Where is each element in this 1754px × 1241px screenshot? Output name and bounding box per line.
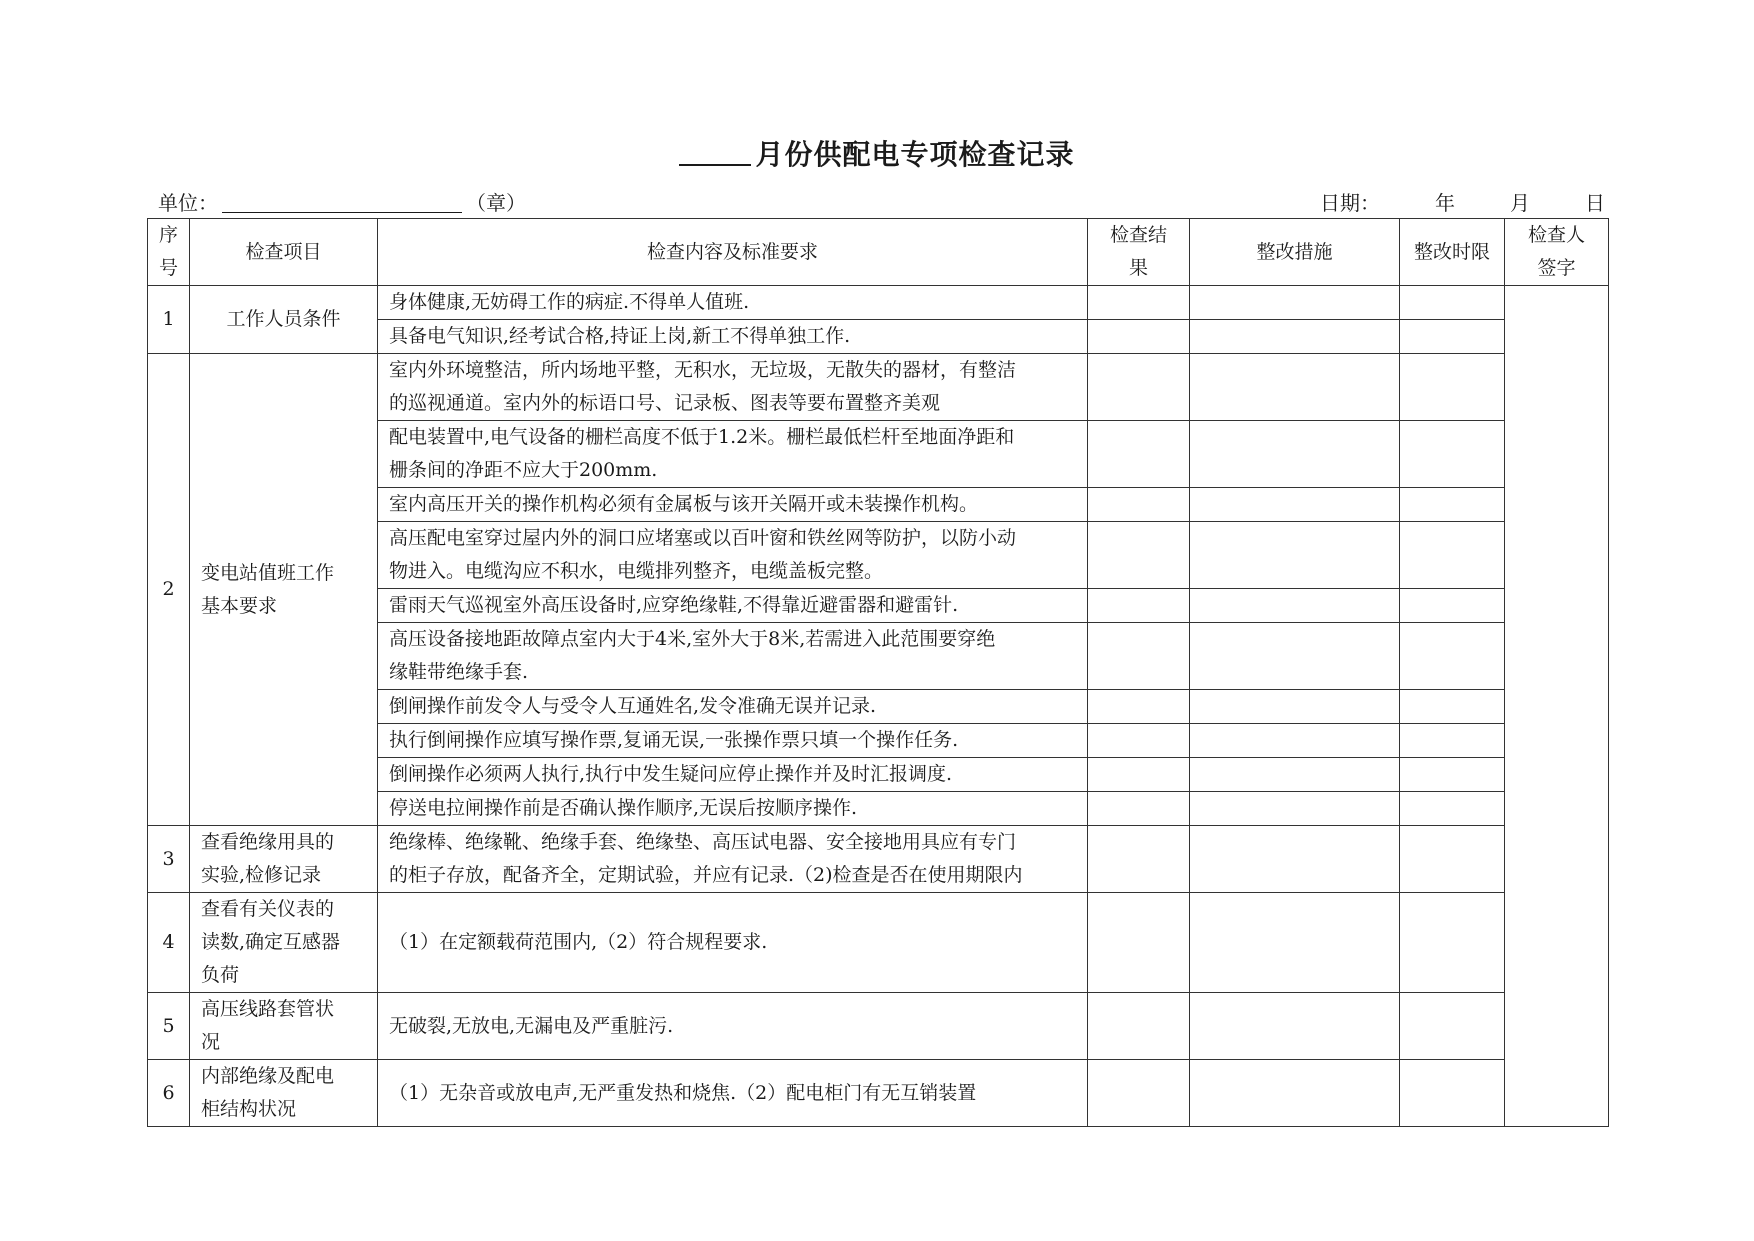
row-content: 绝缘棒、绝缘靴、绝缘手套、绝缘垫、高压试电器、安全接地用具应有专门 的柜子存放，配备齐全，定期试验，并应有记录.（2)检查是否在使用期限内: [378, 826, 1088, 893]
row-no: 2: [148, 354, 190, 826]
measures-cell[interactable]: [1190, 758, 1400, 792]
row-content: 高压设备接地距故障点室内大于4米,室外大于8米,若需进入此范围要穿绝 缘鞋带绝缘手套.: [378, 623, 1088, 690]
row-content: 执行倒闸操作应填写操作票,复诵无误,一张操作票只填一个操作任务.: [378, 724, 1088, 758]
result-cell[interactable]: [1088, 286, 1190, 320]
page-title: [0, 133, 1754, 173]
day-label: 日: [1585, 191, 1605, 215]
row-content: （1）在定额载荷范围内,（2）符合规程要求.: [378, 893, 1088, 993]
title-text: 月份供配电专项检查记录: [755, 138, 1075, 171]
deadline-cell[interactable]: [1400, 286, 1505, 320]
row-item: 查看绝缘用具的 实验,检修记录: [190, 826, 378, 893]
header-result: 检查结 果: [1088, 219, 1190, 286]
measures-cell[interactable]: [1190, 320, 1400, 354]
row-content: （1）无杂音或放电声,无严重发热和烧焦.（2）配电柜门有无互销装置: [378, 1060, 1088, 1127]
unit-field[interactable]: [222, 192, 462, 213]
date-label: 日期：: [1320, 191, 1380, 215]
result-cell[interactable]: [1088, 758, 1190, 792]
measures-cell[interactable]: [1190, 792, 1400, 826]
result-cell[interactable]: [1088, 826, 1190, 893]
table-row: [148, 354, 1609, 421]
deadline-cell[interactable]: [1400, 623, 1505, 690]
unit-label: 单位：: [158, 191, 218, 215]
measures-cell[interactable]: [1190, 522, 1400, 589]
row-no: 1: [148, 286, 190, 354]
table-row: [148, 893, 1609, 993]
deadline-cell[interactable]: [1400, 1060, 1505, 1127]
inspection-table: [147, 218, 1609, 1127]
month-blank: [679, 138, 751, 166]
measures-cell[interactable]: [1190, 690, 1400, 724]
row-content: 停送电拉闸操作前是否确认操作顺序,无误后按顺序操作.: [378, 792, 1088, 826]
measures-cell[interactable]: [1190, 893, 1400, 993]
header-item: 检查项目: [190, 219, 378, 286]
header-no: 序 号: [148, 219, 190, 286]
row-content: 倒闸操作必须两人执行,执行中发生疑问应停止操作并及时汇报调度.: [378, 758, 1088, 792]
deadline-cell[interactable]: [1400, 488, 1505, 522]
measures-cell[interactable]: [1190, 589, 1400, 623]
deadline-cell[interactable]: [1400, 993, 1505, 1060]
result-cell[interactable]: [1088, 354, 1190, 421]
row-no: 4: [148, 893, 190, 993]
row-content: 倒闸操作前发令人与受令人互通姓名,发令准确无误并记录.: [378, 690, 1088, 724]
result-cell[interactable]: [1088, 792, 1190, 826]
header-deadline: 整改时限: [1400, 219, 1505, 286]
measures-cell[interactable]: [1190, 993, 1400, 1060]
row-no: 3: [148, 826, 190, 893]
row-content: 室内高压开关的操作机构必须有金属板与该开关隔开或未装操作机构。: [378, 488, 1088, 522]
row-item: 查看有关仪表的 读数,确定互感器 负荷: [190, 893, 378, 993]
row-content: 配电装置中,电气设备的栅栏高度不低于1.2米。栅栏最低栏杆至地面净距和 栅条间的净距不应大于200mm.: [378, 421, 1088, 488]
table-row: [148, 826, 1609, 893]
deadline-cell[interactable]: [1400, 320, 1505, 354]
result-cell[interactable]: [1088, 893, 1190, 993]
row-item: 高压线路套管状 况: [190, 993, 378, 1060]
deadline-cell[interactable]: [1400, 421, 1505, 488]
deadline-cell[interactable]: [1400, 690, 1505, 724]
header-signer: 检查人 签字: [1505, 219, 1609, 286]
deadline-cell[interactable]: [1400, 826, 1505, 893]
deadline-cell[interactable]: [1400, 354, 1505, 421]
row-content: 室内外环境整洁，所内场地平整，无积水，无垃圾，无散失的器材，有整洁 的巡视通道。室内外的标语口号、记录板、图表等要布置整齐美观: [378, 354, 1088, 421]
deadline-cell[interactable]: [1400, 758, 1505, 792]
row-content: 具备电气知识,经考试合格,持证上岗,新工不得单独工作.: [378, 320, 1088, 354]
table-row: [148, 1060, 1609, 1127]
row-content: 无破裂,无放电,无漏电及严重脏污.: [378, 993, 1088, 1060]
deadline-cell[interactable]: [1400, 724, 1505, 758]
measures-cell[interactable]: [1190, 286, 1400, 320]
row-no: 5: [148, 993, 190, 1060]
deadline-cell[interactable]: [1400, 792, 1505, 826]
result-cell[interactable]: [1088, 320, 1190, 354]
row-content: 身体健康,无妨碍工作的病症.不得单人值班.: [378, 286, 1088, 320]
result-cell[interactable]: [1088, 589, 1190, 623]
year-label: 年: [1435, 191, 1455, 215]
row-item: 变电站值班工作 基本要求: [190, 354, 378, 826]
result-cell[interactable]: [1088, 993, 1190, 1060]
deadline-cell[interactable]: [1400, 893, 1505, 993]
measures-cell[interactable]: [1190, 1060, 1400, 1127]
table-row: [148, 993, 1609, 1060]
row-content: 雷雨天气巡视室外高压设备时,应穿绝缘鞋,不得靠近避雷器和避雷针.: [378, 589, 1088, 623]
header-content: 检查内容及标准要求: [378, 219, 1088, 286]
table-row: [148, 286, 1609, 320]
result-cell[interactable]: [1088, 690, 1190, 724]
measures-cell[interactable]: [1190, 724, 1400, 758]
result-cell[interactable]: [1088, 488, 1190, 522]
measures-cell[interactable]: [1190, 421, 1400, 488]
row-content: 高压配电室穿过屋内外的洞口应堵塞或以百叶窗和铁丝网等防护，以防小动 物进入。电缆沟应不积水，电缆排列整齐，电缆盖板完整。: [378, 522, 1088, 589]
row-item: 工作人员条件: [190, 286, 378, 354]
month-label: 月: [1510, 191, 1530, 215]
seal-label: （章）: [466, 191, 526, 215]
signer-cell[interactable]: [1505, 286, 1609, 1127]
measures-cell[interactable]: [1190, 623, 1400, 690]
result-cell[interactable]: [1088, 623, 1190, 690]
measures-cell[interactable]: [1190, 488, 1400, 522]
row-no: 6: [148, 1060, 190, 1127]
measures-cell[interactable]: [1190, 826, 1400, 893]
measures-cell[interactable]: [1190, 354, 1400, 421]
result-cell[interactable]: [1088, 522, 1190, 589]
unit-line: [158, 187, 526, 216]
row-item: 内部绝缘及配电 柜结构状况: [190, 1060, 378, 1127]
result-cell[interactable]: [1088, 1060, 1190, 1127]
result-cell[interactable]: [1088, 421, 1190, 488]
deadline-cell[interactable]: [1400, 522, 1505, 589]
header-row: [148, 219, 1609, 286]
result-cell[interactable]: [1088, 724, 1190, 758]
date-line: [1320, 187, 1605, 216]
deadline-cell[interactable]: [1400, 589, 1505, 623]
header-measures: 整改措施: [1190, 219, 1400, 286]
